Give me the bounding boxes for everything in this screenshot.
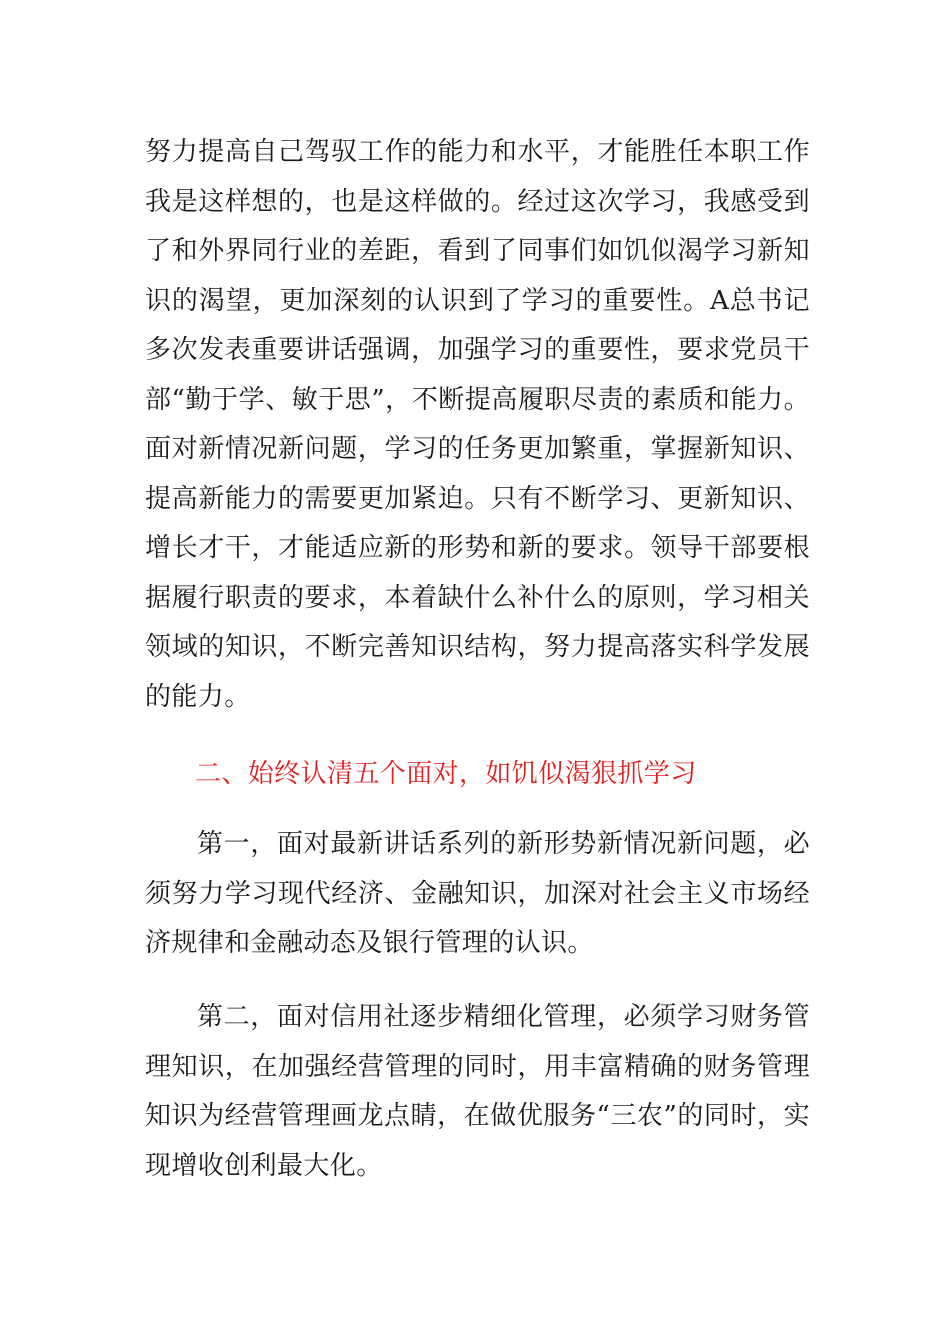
body-paragraph-continued: 努力提高自己驾驭工作的能力和水平，才能胜任本职工作我是这样想的，也是这样做的。经过这次学习，我感受到了和外界同行业的差距，看到了同事们如饥似渴学习新知识的渴望，更加深刻的认识到了学习的重要性。A总书记多次发表重要讲话强调，加强学习的重要性，要求党员干部“勤于学、敏于思”，不断提高履职尽责的素质和能力。面对新情况新问题，学习的任务更加繁重，掌握新知识、提高新能力的需要更加紧迫。只有不断学习、更新知识、增长才干，才能适应新的形势和新的要求。领导干部要根据履行职责的要求，本着缺什么补什么的原则，学习相关领域的知识，不断完善知识结构，努力提高落实科学发展的能力。 [145,137,810,712]
body-paragraph-second: 第二，面对信用社逐步精细化管理，必须学习财务管理知识，在加强经营管理的同时，用丰富精确的财务管理知识为经营管理画龙点睛，在做优服务“三农”的同时，实现增收创利最大化。 [145,1002,810,1181]
body-paragraph-first: 第一，面对最新讲话系列的新形势新情况新问题，必须努力学习现代经济、金融知识，加深对社会主义市场经济规律和金融动态及银行管理的认识。 [145,829,810,958]
section-heading: 二、始终认清五个面对，如饥似渴狠抓学习 [195,759,697,789]
